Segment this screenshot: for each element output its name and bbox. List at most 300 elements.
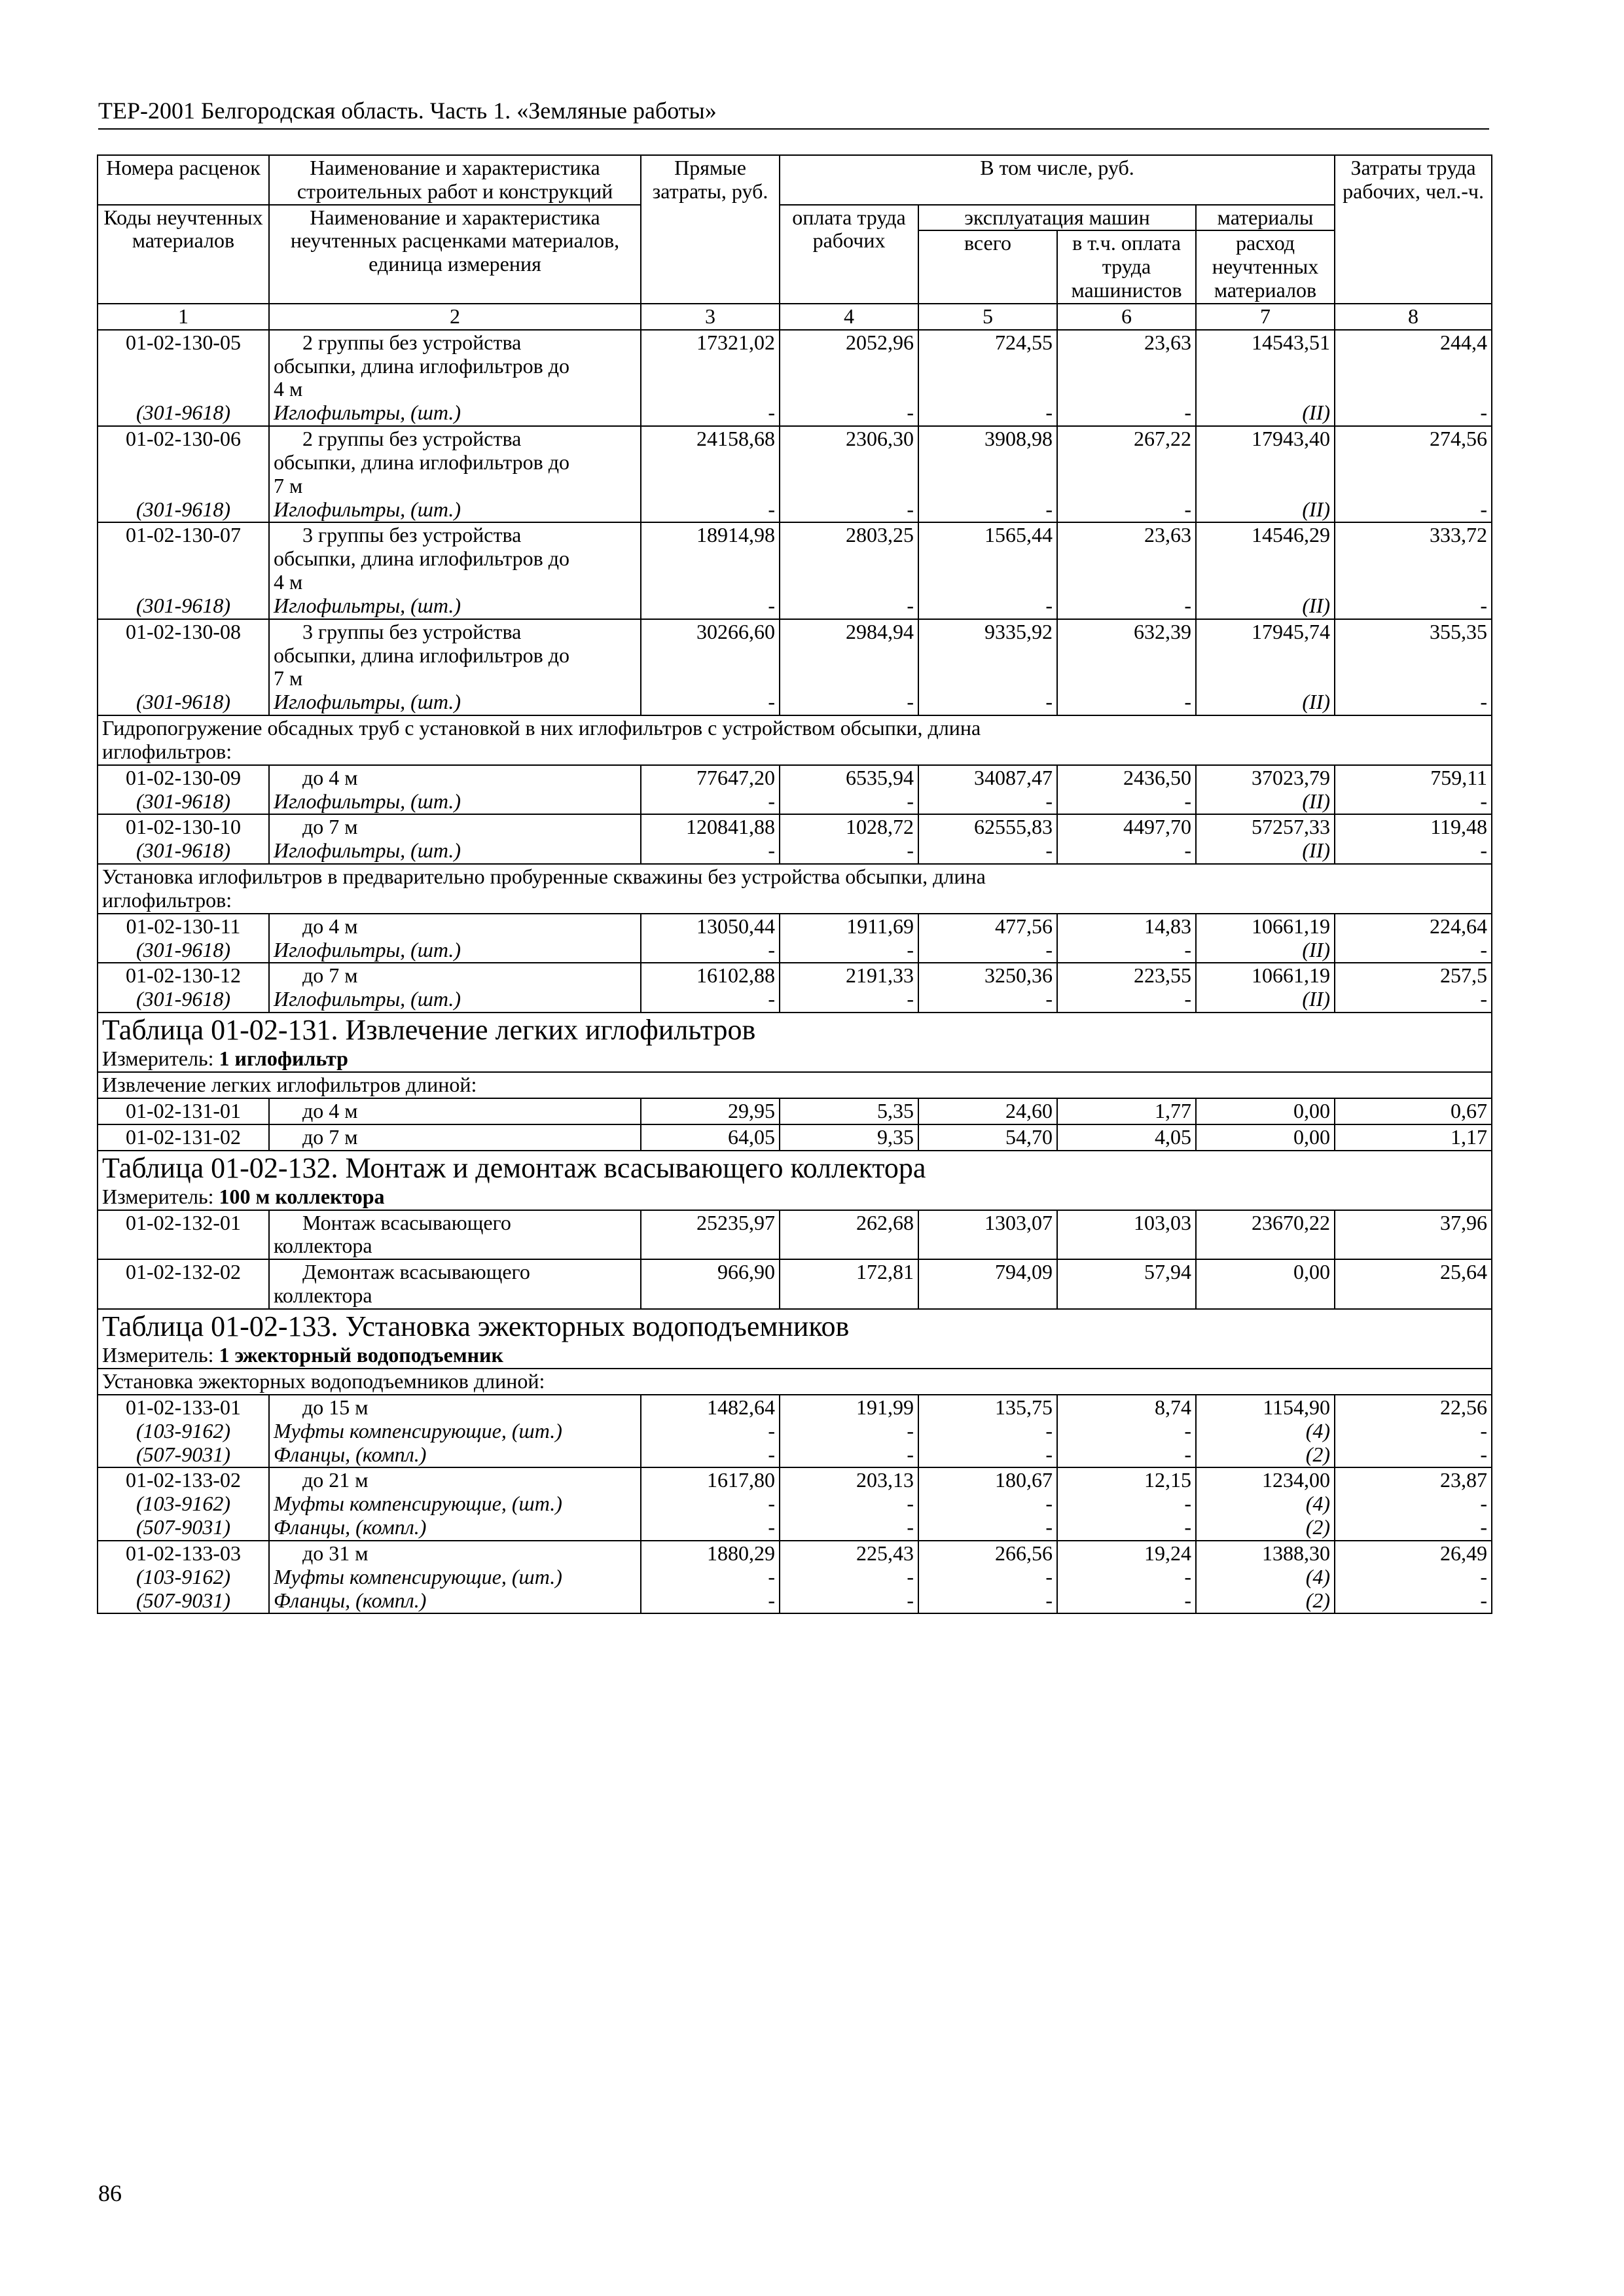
rate-name-line: коллектора bbox=[274, 1283, 372, 1308]
col-num: 5 bbox=[918, 304, 1057, 330]
value: 135,75 bbox=[995, 1395, 1053, 1419]
cell-hours bbox=[1335, 522, 1492, 619]
rate-code bbox=[98, 1541, 269, 1613]
cell-mach bbox=[918, 963, 1057, 1013]
rate-name-line: обсыпки, длина иглофильтров до bbox=[274, 353, 570, 378]
rate-code-text: 01-02-130-09 bbox=[126, 765, 241, 789]
cell-direct bbox=[641, 963, 780, 1013]
cell-hours bbox=[1335, 914, 1492, 963]
material-value: - bbox=[1045, 1492, 1053, 1516]
material-value: - bbox=[907, 1418, 914, 1443]
measure: Измеритель: 1 эжекторный водоподъемник bbox=[98, 1343, 1492, 1369]
rate-code bbox=[98, 765, 269, 815]
value: 25235,97 bbox=[696, 1210, 775, 1234]
material-value: - bbox=[1480, 1515, 1488, 1539]
rate-name-line: до 31 м bbox=[302, 1541, 369, 1565]
rate-code-text: 01-02-131-01 bbox=[126, 1098, 241, 1122]
value: 1880,29 bbox=[707, 1541, 775, 1565]
material-value: - bbox=[768, 1588, 775, 1612]
value: 2803,25 bbox=[846, 523, 914, 547]
measure-row bbox=[98, 1343, 1492, 1369]
material-code: (507-9031) bbox=[136, 1442, 230, 1466]
value: 2984,94 bbox=[846, 619, 914, 643]
rate-code-text: 01-02-130-12 bbox=[126, 963, 241, 988]
cell-direct bbox=[641, 1210, 780, 1260]
rate-name bbox=[269, 1098, 641, 1124]
rate-name-line: обсыпки, длина иглофильтров до bbox=[274, 450, 570, 474]
cell-hours bbox=[1335, 1541, 1492, 1613]
table-row bbox=[98, 914, 1492, 963]
cell-mach-pay bbox=[1057, 1541, 1196, 1613]
section-row bbox=[98, 864, 1492, 914]
cell-labor bbox=[780, 765, 918, 815]
material-value: (II) bbox=[1302, 690, 1331, 714]
material-value: - bbox=[1480, 1564, 1488, 1588]
material-value: - bbox=[1184, 987, 1191, 1011]
material-value: (2) bbox=[1305, 1442, 1331, 1466]
table-title-row bbox=[98, 1309, 1492, 1343]
cell-labor bbox=[780, 914, 918, 963]
material-value: - bbox=[1480, 937, 1488, 961]
material-value: - bbox=[907, 789, 914, 813]
rate-name-line: 2 группы без устройства bbox=[302, 427, 522, 451]
cell-mat bbox=[1196, 619, 1335, 715]
table-title: Таблица 01-02-133. Установка эжекторных водоподъемников bbox=[98, 1309, 1492, 1343]
cell-mach bbox=[918, 1098, 1057, 1124]
material-code: (301-9618) bbox=[136, 987, 230, 1011]
material-value: - bbox=[1480, 789, 1488, 813]
section1-body bbox=[98, 715, 1492, 864]
rate-code-text: 01-02-130-05 bbox=[126, 330, 241, 354]
value: 2191,33 bbox=[846, 963, 914, 988]
material-name: Фланцы, (компл.) bbox=[274, 1442, 427, 1466]
material-value: - bbox=[907, 497, 914, 521]
cell-direct bbox=[641, 426, 780, 522]
cell-mach bbox=[918, 1395, 1057, 1467]
cell-mat bbox=[1196, 426, 1335, 522]
material-value: - bbox=[1480, 1442, 1488, 1466]
value: 1,17 bbox=[1451, 1124, 1488, 1149]
col-labor-cost: Затраты труда рабочих, чел.-ч. bbox=[1335, 155, 1492, 304]
value: 22,56 bbox=[1440, 1395, 1488, 1419]
value: 23,87 bbox=[1440, 1468, 1488, 1492]
material-code: (301-9618) bbox=[136, 497, 230, 521]
cell-labor bbox=[780, 1259, 918, 1309]
material-name: Иглофильтры, (шт.) bbox=[274, 593, 461, 617]
col-num: 4 bbox=[780, 304, 918, 330]
measure: Измеритель: 100 м коллектора bbox=[98, 1185, 1492, 1210]
cell-mach-pay bbox=[1057, 426, 1196, 522]
value: 24,60 bbox=[1005, 1098, 1053, 1122]
material-value: - bbox=[907, 1588, 914, 1612]
material-value: (4) bbox=[1305, 1492, 1331, 1516]
material-value: - bbox=[768, 401, 775, 425]
cell-hours bbox=[1335, 814, 1492, 864]
cell-hours bbox=[1335, 1098, 1492, 1124]
cell-mach-pay bbox=[1057, 765, 1196, 815]
material-value: - bbox=[1480, 401, 1488, 425]
value: 25,64 bbox=[1440, 1260, 1488, 1284]
rate-code-text: 01-02-130-10 bbox=[126, 815, 241, 839]
value: 62555,83 bbox=[974, 815, 1053, 839]
value: 262,68 bbox=[856, 1210, 914, 1234]
material-name: Иглофильтры, (шт.) bbox=[274, 497, 461, 521]
cell-labor bbox=[780, 1124, 918, 1151]
table-row bbox=[98, 1259, 1492, 1309]
value: 0,67 bbox=[1451, 1098, 1488, 1122]
cell-mat bbox=[1196, 963, 1335, 1013]
material-value: - bbox=[1480, 690, 1488, 714]
rate-name-line: до 7 м bbox=[302, 1124, 358, 1149]
value: 14546,29 bbox=[1252, 523, 1331, 547]
cell-direct bbox=[641, 1259, 780, 1309]
page-number: 86 bbox=[98, 2180, 122, 2206]
value: 64,05 bbox=[728, 1124, 775, 1149]
cell-labor bbox=[780, 426, 918, 522]
value: 225,43 bbox=[856, 1541, 914, 1565]
value: 19,24 bbox=[1144, 1541, 1191, 1565]
section-title: Установка эжекторных водоподъемников длиной: bbox=[98, 1369, 1492, 1395]
table-132-body bbox=[98, 1151, 1492, 1309]
value: 257,5 bbox=[1440, 963, 1488, 988]
material-value: (II) bbox=[1302, 937, 1331, 961]
col-direct: Прямые затраты, руб. bbox=[641, 155, 780, 304]
cell-labor bbox=[780, 1098, 918, 1124]
rate-name-line: до 4 м bbox=[302, 914, 358, 938]
rate-code bbox=[98, 963, 269, 1013]
material-value: - bbox=[907, 593, 914, 617]
cell-mach-pay bbox=[1057, 330, 1196, 426]
rate-name bbox=[269, 522, 641, 619]
material-value: - bbox=[768, 1442, 775, 1466]
material-code: (301-9618) bbox=[136, 789, 230, 813]
rate-name bbox=[269, 814, 641, 864]
section-title: Установка иглофильтров в предварительно пробуренные скважины без устройства обсыпки, длина иглофильтров: bbox=[98, 864, 1492, 914]
material-name: Иглофильтры, (шт.) bbox=[274, 987, 461, 1011]
value: 724,55 bbox=[995, 330, 1053, 354]
rate-code bbox=[98, 330, 269, 426]
rate-code bbox=[98, 1098, 269, 1124]
value: 224,64 bbox=[1430, 914, 1488, 938]
rate-code bbox=[98, 522, 269, 619]
table-title: Таблица 01-02-131. Извлечение легких иглофильтров bbox=[98, 1013, 1492, 1047]
value: 17943,40 bbox=[1252, 427, 1331, 451]
col-num: 3 bbox=[641, 304, 780, 330]
rate-name-line: 7 м bbox=[274, 666, 303, 691]
rate-name-line: до 4 м bbox=[302, 765, 358, 789]
cell-mat bbox=[1196, 330, 1335, 426]
cell-direct bbox=[641, 1124, 780, 1151]
value: 203,13 bbox=[856, 1468, 914, 1492]
value: 794,09 bbox=[995, 1260, 1053, 1284]
material-value: - bbox=[1184, 1418, 1191, 1443]
cell-direct bbox=[641, 1395, 780, 1467]
measure: Измеритель: 1 иглофильтр bbox=[98, 1047, 1492, 1072]
material-value: - bbox=[768, 789, 775, 813]
value: 23670,22 bbox=[1252, 1210, 1331, 1234]
rate-name-line: 3 группы без устройства bbox=[302, 523, 522, 547]
value: 355,35 bbox=[1430, 619, 1488, 643]
cell-labor bbox=[780, 1541, 918, 1613]
rate-code bbox=[98, 619, 269, 715]
material-name: Иглофильтры, (шт.) bbox=[274, 401, 461, 425]
rate-name-line: Монтаж всасывающего bbox=[302, 1210, 511, 1234]
col-name: Наименование и характеристика строительных работ и конструкций bbox=[269, 155, 641, 205]
value: 966,90 bbox=[717, 1260, 775, 1284]
material-value: - bbox=[1045, 1564, 1053, 1588]
material-value: - bbox=[1045, 593, 1053, 617]
col-num: 2 bbox=[269, 304, 641, 330]
cell-direct bbox=[641, 1098, 780, 1124]
value: 333,72 bbox=[1430, 523, 1488, 547]
col-incl: В том числе, руб. bbox=[780, 155, 1335, 205]
cell-mach bbox=[918, 619, 1057, 715]
section-row bbox=[98, 715, 1492, 765]
value: 9,35 bbox=[877, 1124, 914, 1149]
cell-mach-pay bbox=[1057, 1395, 1196, 1467]
cell-mach-pay bbox=[1057, 1259, 1196, 1309]
value: 0,00 bbox=[1293, 1260, 1331, 1284]
col-machines-pay: в т.ч. оплата труда машинистов bbox=[1057, 230, 1196, 303]
rate-code bbox=[98, 1259, 269, 1309]
material-value: - bbox=[1184, 1515, 1191, 1539]
cell-direct bbox=[641, 765, 780, 815]
value: 1388,30 bbox=[1262, 1541, 1331, 1565]
material-code: (103-9162) bbox=[136, 1492, 230, 1516]
cell-hours bbox=[1335, 1259, 1492, 1309]
value: 1028,72 bbox=[846, 815, 914, 839]
table-row bbox=[98, 1098, 1492, 1124]
table-130-body bbox=[98, 330, 1492, 715]
value: 23,63 bbox=[1144, 330, 1191, 354]
material-value: (II) bbox=[1302, 789, 1331, 813]
rate-code bbox=[98, 426, 269, 522]
rate-code-text: 01-02-132-02 bbox=[126, 1260, 241, 1284]
rate-name-line: обсыпки, длина иглофильтров до bbox=[274, 547, 570, 571]
material-value: - bbox=[1045, 497, 1053, 521]
material-value: (2) bbox=[1305, 1588, 1331, 1612]
cell-mach-pay bbox=[1057, 1467, 1196, 1540]
cell-mat bbox=[1196, 1210, 1335, 1260]
material-value: - bbox=[1045, 1418, 1053, 1443]
value: 24158,68 bbox=[696, 427, 775, 451]
material-name: Иглофильтры, (шт.) bbox=[274, 789, 461, 813]
col-labor-pay: оплата труда рабочих bbox=[780, 205, 918, 304]
section-title: Гидропогружение обсадных труб с установкой в них иглофильтров с устройством обсыпки, длина иглофильтров: bbox=[98, 715, 1492, 765]
rate-name bbox=[269, 426, 641, 522]
value: 2306,30 bbox=[846, 427, 914, 451]
cell-direct bbox=[641, 814, 780, 864]
table-row bbox=[98, 765, 1492, 815]
value: 172,81 bbox=[856, 1260, 914, 1284]
value: 77647,20 bbox=[696, 765, 775, 789]
cell-labor bbox=[780, 522, 918, 619]
cell-labor bbox=[780, 1210, 918, 1260]
section-title: Извлечение легких иглофильтров длиной: bbox=[98, 1072, 1492, 1098]
material-value: - bbox=[1184, 789, 1191, 813]
rate-name-line: обсыпки, длина иглофильтров до bbox=[274, 643, 570, 667]
value: 266,56 bbox=[995, 1541, 1053, 1565]
material-value: - bbox=[1480, 1588, 1488, 1612]
rate-name bbox=[269, 1541, 641, 1613]
cell-hours bbox=[1335, 1124, 1492, 1151]
section-row bbox=[98, 1369, 1492, 1395]
col-num: 7 bbox=[1196, 304, 1335, 330]
cell-mat bbox=[1196, 765, 1335, 815]
material-value: - bbox=[768, 1492, 775, 1516]
material-name: Иглофильтры, (шт.) bbox=[274, 838, 461, 863]
material-value: - bbox=[1184, 690, 1191, 714]
rate-code bbox=[98, 1395, 269, 1467]
material-code: (301-9618) bbox=[136, 593, 230, 617]
col-materials: материалы bbox=[1196, 205, 1335, 231]
material-value: - bbox=[1045, 789, 1053, 813]
material-name: Фланцы, (компл.) bbox=[274, 1515, 427, 1539]
rate-name bbox=[269, 1467, 641, 1540]
rate-code-text: 01-02-130-07 bbox=[126, 523, 241, 547]
value: 1154,90 bbox=[1263, 1395, 1331, 1419]
value: 1,77 bbox=[1155, 1098, 1191, 1122]
material-value: - bbox=[1184, 937, 1191, 961]
material-value: - bbox=[907, 1442, 914, 1466]
material-value: - bbox=[768, 987, 775, 1011]
cell-mach-pay bbox=[1057, 814, 1196, 864]
cell-mat bbox=[1196, 1541, 1335, 1613]
col-machines: эксплуатация машин bbox=[918, 205, 1196, 231]
rate-name-line: 4 м bbox=[274, 570, 303, 594]
page-header: ТЕР-2001 Белгородская область. Часть 1. «Земляные работы» bbox=[98, 97, 1489, 130]
material-value: - bbox=[1184, 1492, 1191, 1516]
value: 759,11 bbox=[1430, 765, 1488, 789]
value: 8,74 bbox=[1155, 1395, 1191, 1419]
material-value: - bbox=[1480, 1418, 1488, 1443]
rate-code bbox=[98, 1467, 269, 1540]
material-value: (II) bbox=[1302, 838, 1331, 863]
value: 1482,64 bbox=[707, 1395, 775, 1419]
table-row bbox=[98, 1210, 1492, 1260]
value: 12,15 bbox=[1144, 1468, 1191, 1492]
rate-name-line: 2 группы без устройства bbox=[302, 330, 522, 354]
table-133-body bbox=[98, 1309, 1492, 1613]
value: 10661,19 bbox=[1252, 963, 1331, 988]
rate-name-line: до 7 м bbox=[302, 963, 358, 988]
material-value: - bbox=[1045, 838, 1053, 863]
material-value: - bbox=[1480, 593, 1488, 617]
cell-hours bbox=[1335, 1210, 1492, 1260]
cell-mat bbox=[1196, 522, 1335, 619]
value: 1911,69 bbox=[846, 914, 914, 938]
value: 17945,74 bbox=[1252, 619, 1331, 643]
value: 103,03 bbox=[1134, 1210, 1191, 1234]
material-value: - bbox=[907, 937, 914, 961]
rate-code-text: 01-02-130-08 bbox=[126, 619, 241, 643]
cell-mach bbox=[918, 814, 1057, 864]
value: 1617,80 bbox=[707, 1468, 775, 1492]
value: 54,70 bbox=[1005, 1124, 1053, 1149]
cell-mach bbox=[918, 765, 1057, 815]
value: 2052,96 bbox=[846, 330, 914, 354]
table-row bbox=[98, 1395, 1492, 1467]
table-title: Таблица 01-02-132. Монтаж и демонтаж всасывающего коллектора bbox=[98, 1151, 1492, 1185]
value: 477,56 bbox=[995, 914, 1053, 938]
value: 4497,70 bbox=[1123, 815, 1191, 839]
value: 120841,88 bbox=[686, 815, 775, 839]
cell-mat bbox=[1196, 1098, 1335, 1124]
material-value: - bbox=[907, 1515, 914, 1539]
rate-name bbox=[269, 1124, 641, 1151]
material-value: (II) bbox=[1302, 987, 1331, 1011]
col-num: 8 bbox=[1335, 304, 1492, 330]
material-value: - bbox=[1480, 987, 1488, 1011]
value: 1234,00 bbox=[1262, 1468, 1331, 1492]
rate-name bbox=[269, 1395, 641, 1467]
value: 13050,44 bbox=[696, 914, 775, 938]
rate-code bbox=[98, 914, 269, 963]
material-code: (301-9618) bbox=[136, 838, 230, 863]
rate-name-line: 7 м bbox=[274, 473, 303, 497]
col-rate-no: Номера расценок bbox=[98, 155, 269, 205]
table-title-row bbox=[98, 1013, 1492, 1047]
value: 1565,44 bbox=[984, 523, 1053, 547]
rate-name-line: Демонтаж всасывающего bbox=[302, 1260, 530, 1284]
cell-direct bbox=[641, 330, 780, 426]
cell-mach-pay bbox=[1057, 914, 1196, 963]
cell-mach-pay bbox=[1057, 619, 1196, 715]
value: 632,39 bbox=[1134, 619, 1191, 643]
material-value: - bbox=[1045, 690, 1053, 714]
material-name: Муфты компенсирующие, (шт.) bbox=[274, 1418, 562, 1443]
value: 14,83 bbox=[1144, 914, 1191, 938]
rate-code-text: 01-02-132-01 bbox=[126, 1210, 241, 1234]
cell-mach bbox=[918, 1467, 1057, 1540]
cell-mach-pay bbox=[1057, 522, 1196, 619]
cell-mat bbox=[1196, 914, 1335, 963]
cell-labor bbox=[780, 619, 918, 715]
material-value: - bbox=[1184, 1442, 1191, 1466]
cell-mat bbox=[1196, 1124, 1335, 1151]
value: 180,67 bbox=[995, 1468, 1053, 1492]
rate-code-text: 01-02-133-01 bbox=[126, 1395, 241, 1419]
rate-name bbox=[269, 914, 641, 963]
cell-labor bbox=[780, 1395, 918, 1467]
material-value: - bbox=[907, 690, 914, 714]
value: 3908,98 bbox=[984, 427, 1053, 451]
rate-code-text: 01-02-130-06 bbox=[126, 427, 241, 451]
material-code: (301-9618) bbox=[136, 937, 230, 961]
value: 10661,19 bbox=[1252, 914, 1331, 938]
material-value: - bbox=[1045, 1515, 1053, 1539]
material-value: - bbox=[907, 987, 914, 1011]
value: 29,95 bbox=[728, 1098, 775, 1122]
material-value: - bbox=[1045, 401, 1053, 425]
material-value: - bbox=[1045, 1588, 1053, 1612]
material-value: - bbox=[1480, 497, 1488, 521]
table-row bbox=[98, 619, 1492, 715]
rate-name bbox=[269, 330, 641, 426]
col-name2: Наименование и характеристика неучтенных расценками материалов, единица измерения bbox=[269, 205, 641, 304]
col-materials-sub: расход неучтенных материалов bbox=[1196, 230, 1335, 303]
material-value: - bbox=[768, 690, 775, 714]
cell-mat bbox=[1196, 1395, 1335, 1467]
material-code: (301-9618) bbox=[136, 690, 230, 714]
measure-row bbox=[98, 1185, 1492, 1210]
material-value: - bbox=[768, 1418, 775, 1443]
rate-name bbox=[269, 1259, 641, 1309]
cell-labor bbox=[780, 814, 918, 864]
cell-mach bbox=[918, 330, 1057, 426]
cell-mach-pay bbox=[1057, 1210, 1196, 1260]
material-value: - bbox=[768, 593, 775, 617]
